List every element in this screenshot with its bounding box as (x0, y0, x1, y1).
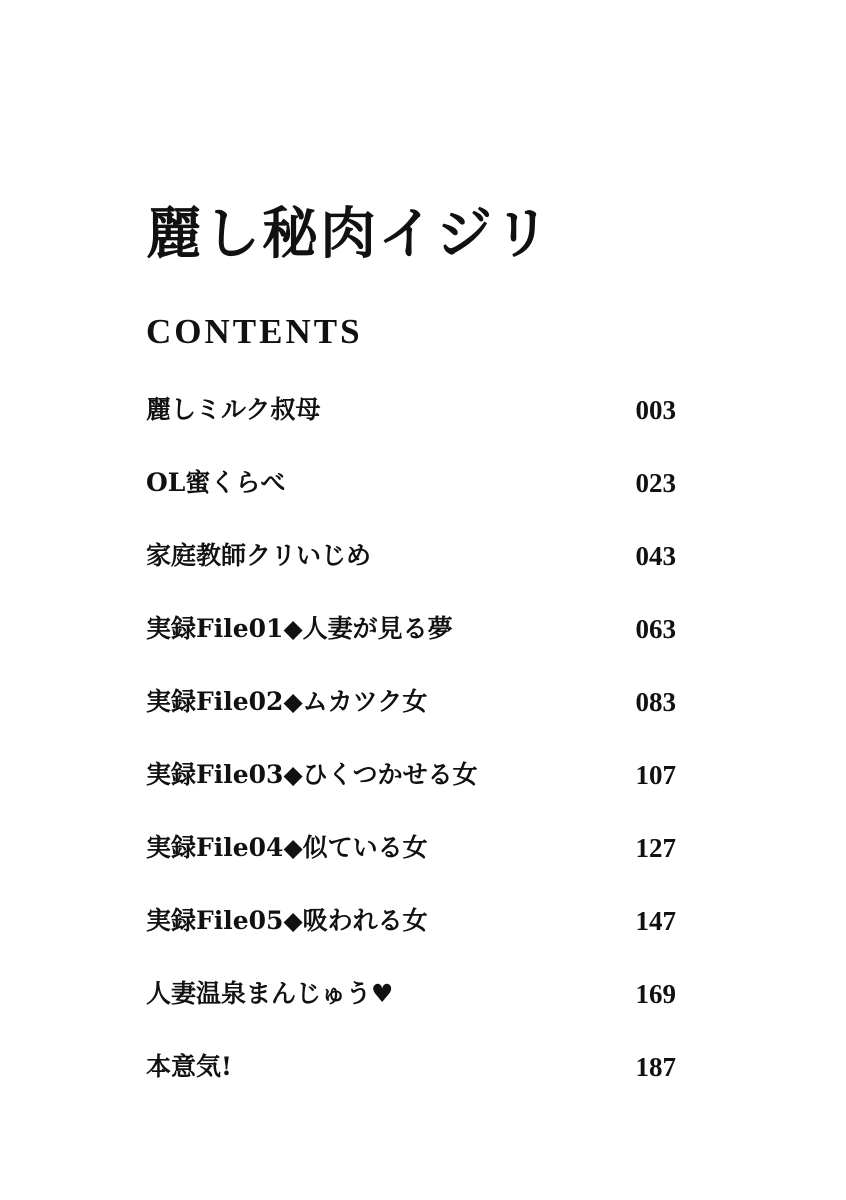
table-of-contents (146, 388, 676, 1118)
toc-entry (146, 1045, 676, 1118)
toc-entry (146, 753, 676, 826)
toc-entry-title: 家庭教師クリいじめ (146, 541, 372, 570)
toc-entry-title: 人妻温泉まんじゅう♥ (146, 979, 394, 1008)
toc-entry-title: 実録File02◆ムカツク女 (146, 687, 428, 716)
toc-entry (146, 534, 676, 607)
toc-entry-title: 実録File05◆吸われる女 (146, 906, 428, 935)
toc-entry-title: 実録File01◆人妻が見る夢 (146, 614, 453, 643)
toc-entry-page: 187 (635, 1052, 676, 1082)
toc-entry (146, 607, 676, 680)
toc-entry-title: 実録File04◆似ている女 (146, 833, 428, 862)
toc-entry (146, 388, 676, 461)
toc-entry-title: 麗しミルク叔母 (146, 395, 321, 424)
toc-entry-page: 043 (635, 541, 676, 571)
toc-entry-page: 127 (635, 833, 676, 863)
toc-entry (146, 461, 676, 534)
toc-entry-title: 本意気! (146, 1052, 232, 1081)
toc-entry-title: OL蜜くらべ (146, 468, 286, 497)
toc-entry (146, 680, 676, 753)
toc-entry (146, 826, 676, 899)
toc-entry (146, 899, 676, 972)
contents-heading: CONTENTS (146, 312, 363, 351)
toc-entry-page: 023 (635, 468, 676, 498)
toc-entry-page: 083 (635, 687, 676, 717)
toc-entry-page: 003 (635, 395, 676, 425)
toc-entry-page: 147 (635, 906, 676, 936)
toc-entry-title: 実録File03◆ひくつかせる女 (146, 760, 478, 789)
toc-entry (146, 972, 676, 1045)
toc-entry-page: 169 (635, 979, 676, 1009)
toc-entry-page: 063 (635, 614, 676, 644)
toc-entry-page: 107 (635, 760, 676, 790)
book-title: 麗し秘肉イジリ (146, 201, 552, 267)
